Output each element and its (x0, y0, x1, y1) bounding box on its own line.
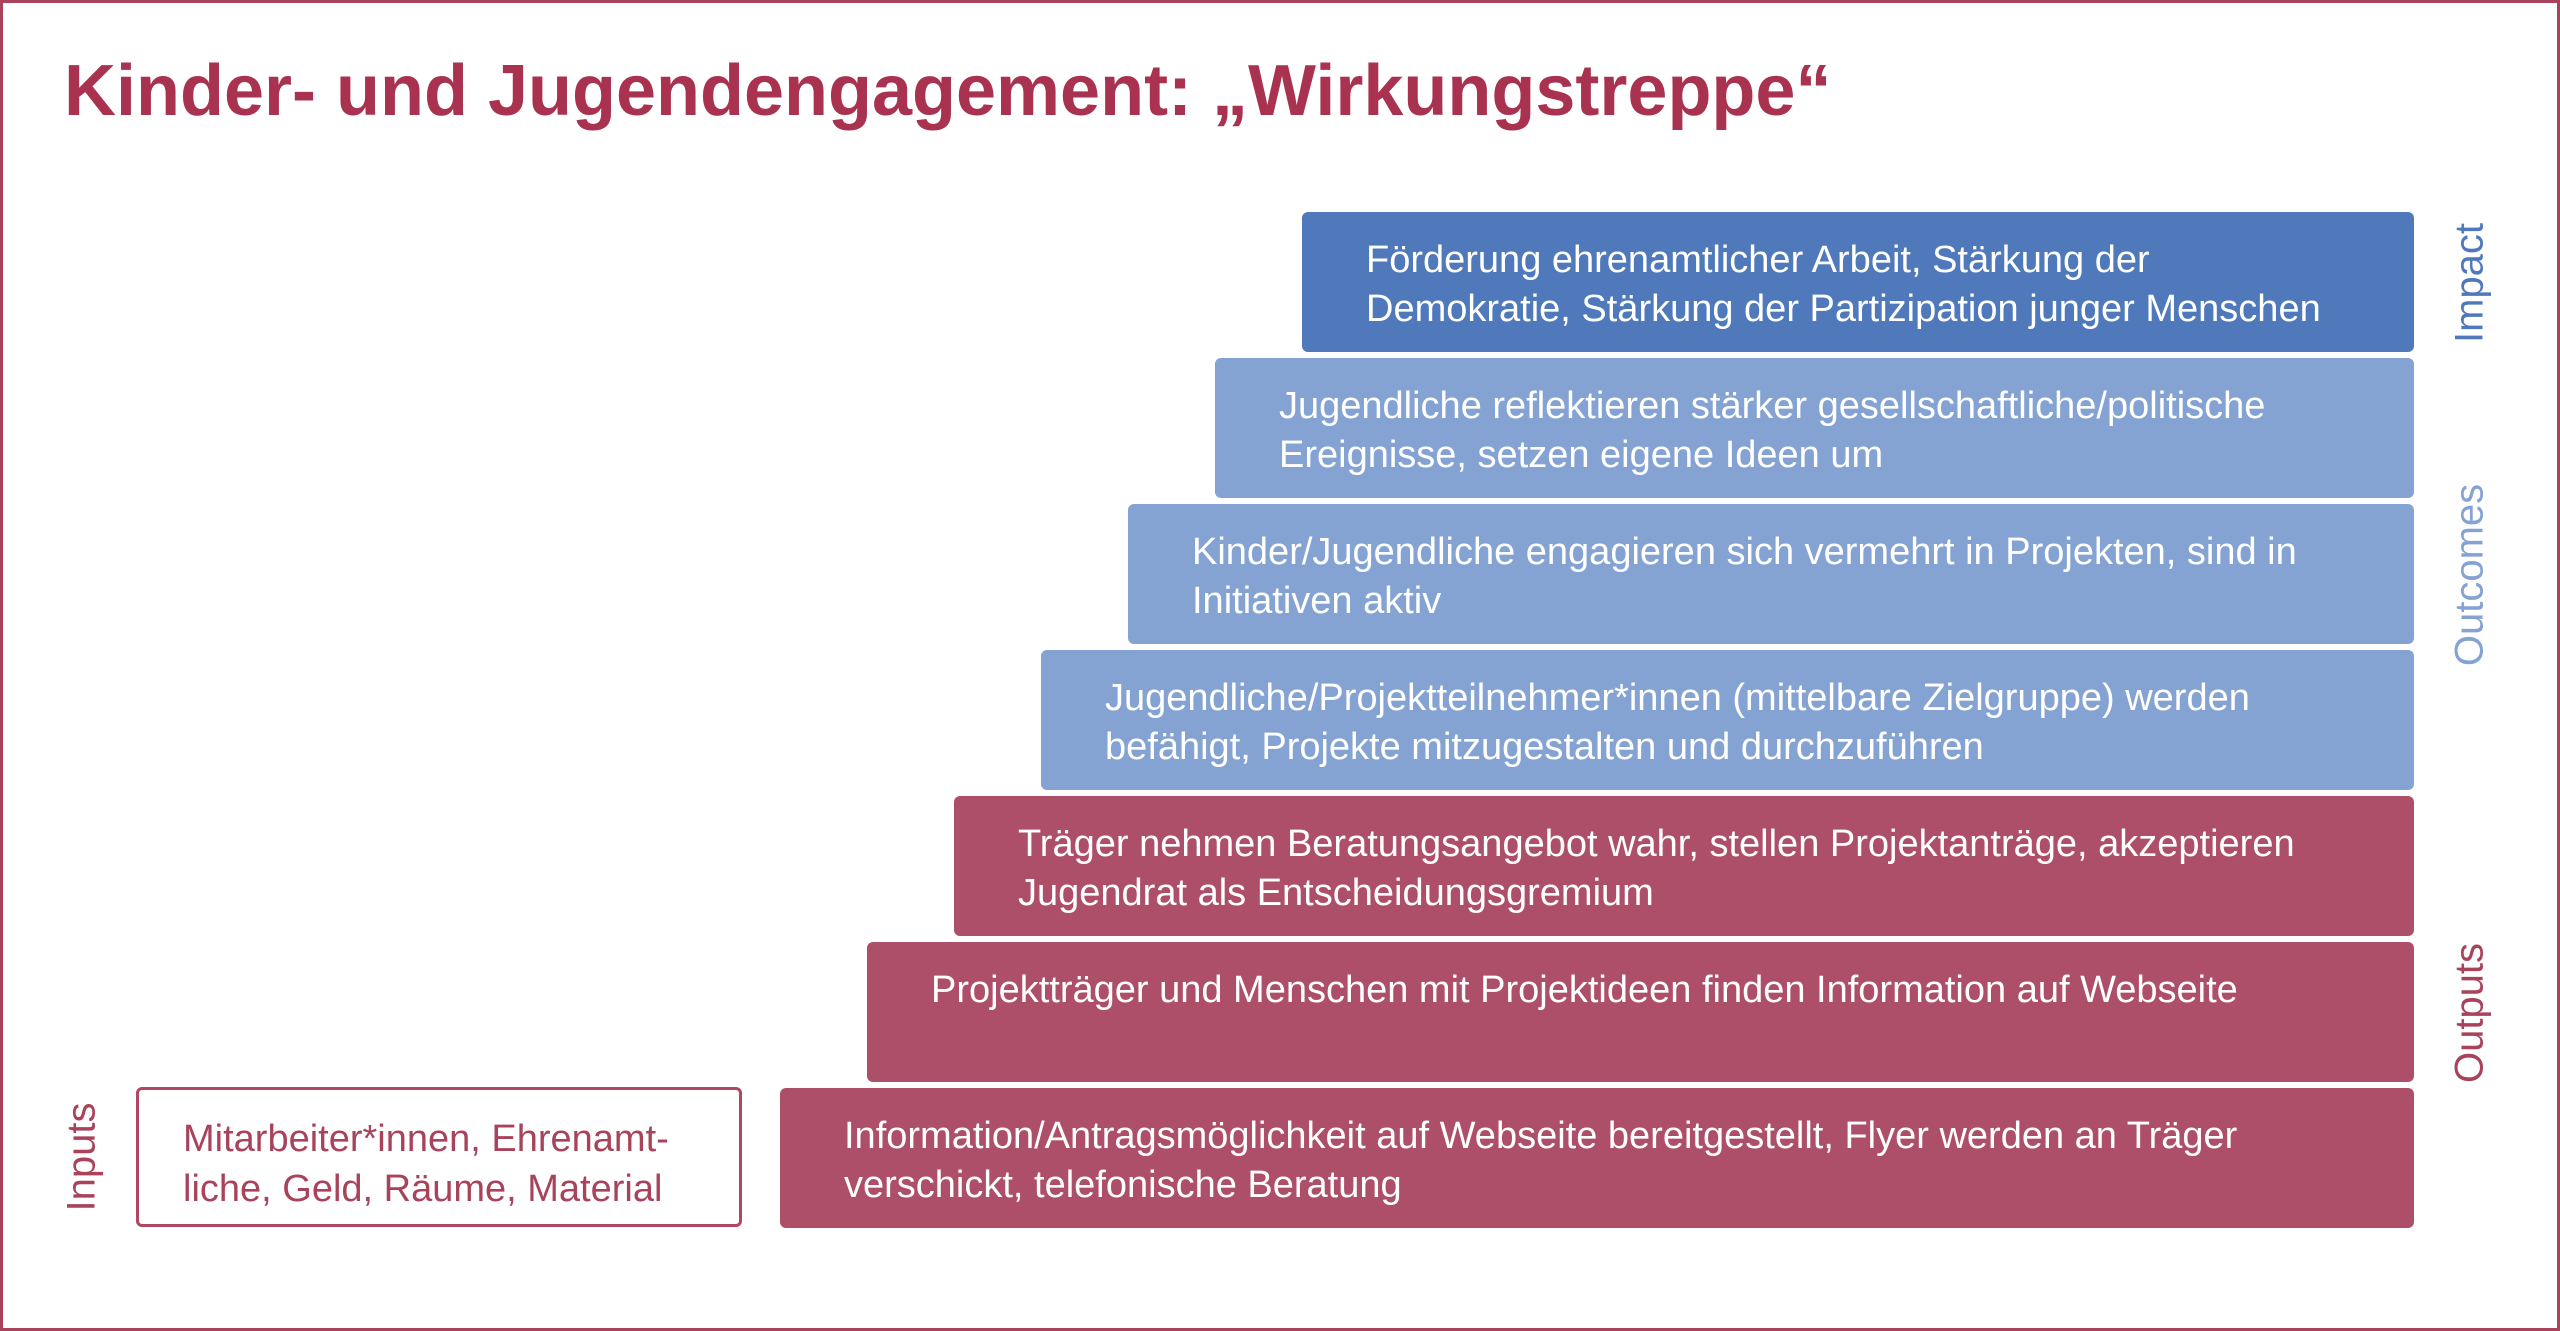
inputs-text-line: Mitarbeiter*innen, Ehrenamt- (183, 1118, 669, 1160)
step-output-3 (780, 1088, 2414, 1228)
inputs-box (136, 1087, 742, 1227)
step-output-2 (867, 942, 2414, 1082)
inputs-label: Inputs (59, 1102, 104, 1212)
outcomes-label: Outcomes (2447, 483, 2492, 667)
step-output-1 (954, 796, 2414, 936)
step-text-line: befähigt, Projekte mitzugestalten und durchzuführen (1105, 726, 1984, 768)
inputs-text-line: liche, Geld, Räume, Material (183, 1168, 663, 1210)
step-outcome-3 (1041, 650, 2414, 790)
impact-label: Impact (2447, 222, 2492, 344)
outputs-label: Outputs (2447, 942, 2492, 1084)
step-text-line: Demokratie, Stärkung der Partizipation junger Menschen (1366, 288, 2321, 330)
step-outcome-2 (1128, 504, 2414, 644)
step-text-line: Jugendrat als Entscheidungsgremium (1018, 872, 1654, 914)
step-text-line: verschickt, telefonische Beratung (844, 1164, 1402, 1206)
step-text-line: Förderung ehrenamtlicher Arbeit, Stärkung der (1366, 239, 2150, 281)
step-text-line: Kinder/Jugendliche engagieren sich vermehrt in Projekten, sind in (1192, 531, 2297, 573)
step-text-line: Jugendliche reflektieren stärker gesellschaftliche/politische (1279, 385, 2266, 427)
step-text-line: Information/Antragsmöglichkeit auf Webseite bereitgestellt, Flyer werden an Träger (844, 1115, 2238, 1157)
diagram-title: Kinder- und Jugendengagement: „Wirkungstreppe“ (64, 51, 1832, 131)
step-text-line: Initiativen aktiv (1192, 580, 1442, 622)
step-text-line: Jugendliche/Projektteilnehmer*innen (mittelbare Zielgruppe) werden (1105, 677, 2250, 719)
step-outcome-1 (1215, 358, 2414, 498)
step-text-line: Projektträger und Menschen mit Projektideen finden Information auf Webseite (931, 969, 2238, 1011)
step-text-line: Ereignisse, setzen eigene Ideen um (1279, 434, 1884, 476)
step-text-line: Träger nehmen Beratungsangebot wahr, stellen Projektanträge, akzeptieren (1018, 823, 2295, 865)
step-impact (1302, 212, 2414, 352)
